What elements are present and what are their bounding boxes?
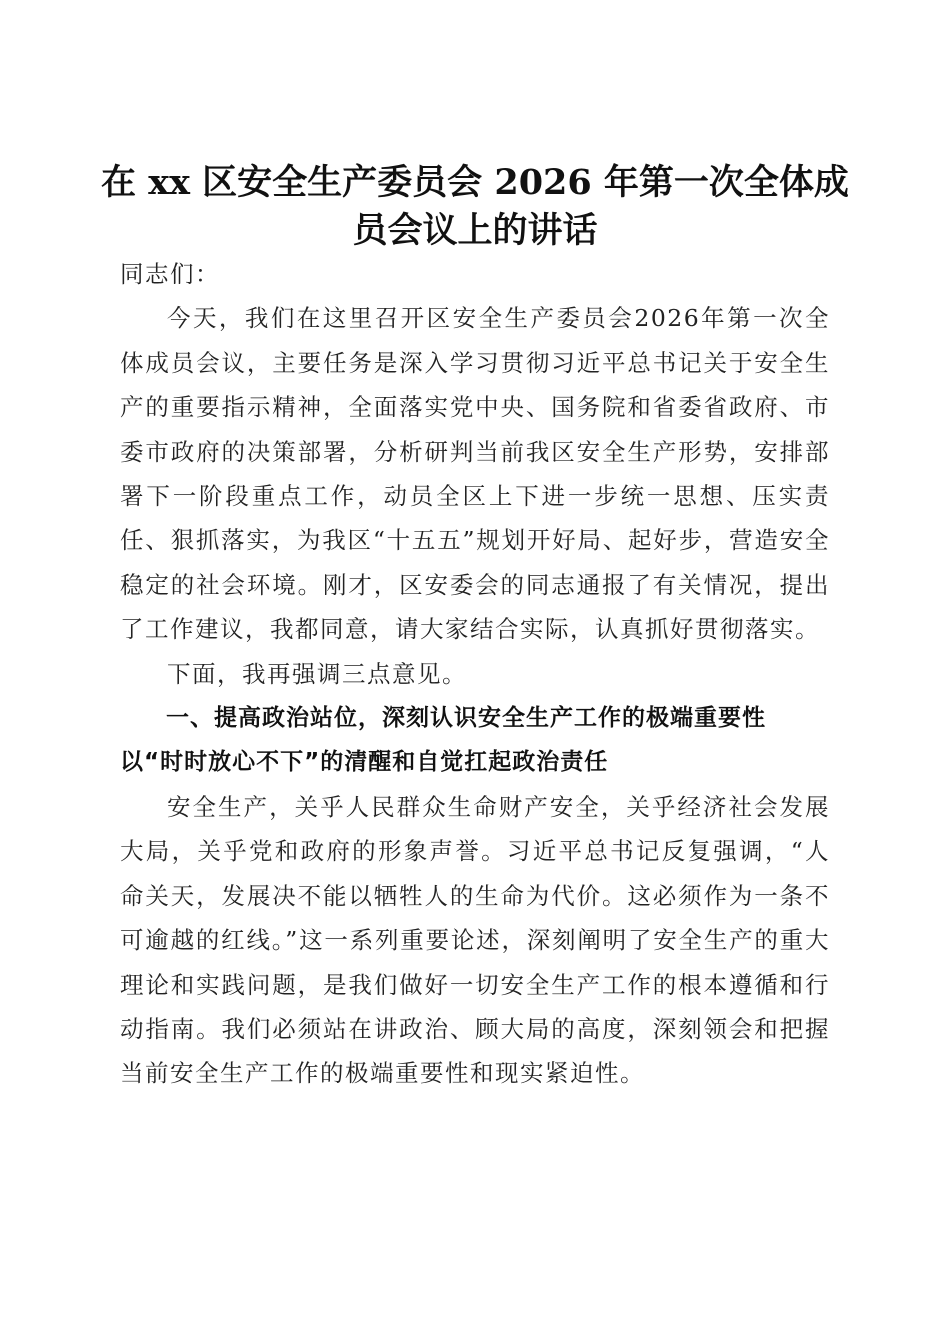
greeting: 同志们： [120, 260, 220, 288]
section-1-heading: 一、提高政治站位，深刻认识安全生产工作的极端重要性以“时时放心不下”的清醒和自觉扛起政治责任 [120, 705, 766, 776]
title-line-2: 员会议上的讲话 [352, 210, 598, 252]
document-title [100, 159, 850, 255]
intro-paragraph: 今天，我们在这里召开区安全生产委员会2026年第一次全体成员会议，主要任务是深入学习贯彻习近平总书记关于安全生产的重要指示精神，全面落实党中央、国务院和省委省政府、市委市政府的决策部署，分析研判当前我区安全生产形势，安排部署下一阶段重点工作，动员全区上下进一步统一思想、压实责任、狠抓落实，为我区“十五五”规划开好局、起好步，营造安全稳定的社会环境。刚才，区安委会的同志通报了有关情况，提出了工作建议，我都同意，请大家结合实际，认真抓好贯彻落实。 [120, 304, 830, 644]
section-1-paragraph: 安全生产，关乎人民群众生命财产安全，关乎经济社会发展大局，关乎党和政府的形象声誉。习近平总书记反复强调，“人命关天，发展决不能以牺牲人的生命为代价。这必须作为一条不可逾越的红线。”这一系列重要论述，深刻阐明了安全生产的重大理论和实践问题，是我们做好一切安全生产工作的根本遵循和行动指南。我们必须站在讲政治、顾大局的高度，深刻领会和把握当前安全生产工作的极端重要性和现实紧迫性。 [120, 792, 830, 1088]
document-body [120, 252, 830, 1096]
transition-paragraph: 下面，我再强调三点意见。 [167, 659, 467, 688]
title-line-1: 在 xx 区安全生产委员会 2026 年第一次全体成 [101, 162, 849, 204]
